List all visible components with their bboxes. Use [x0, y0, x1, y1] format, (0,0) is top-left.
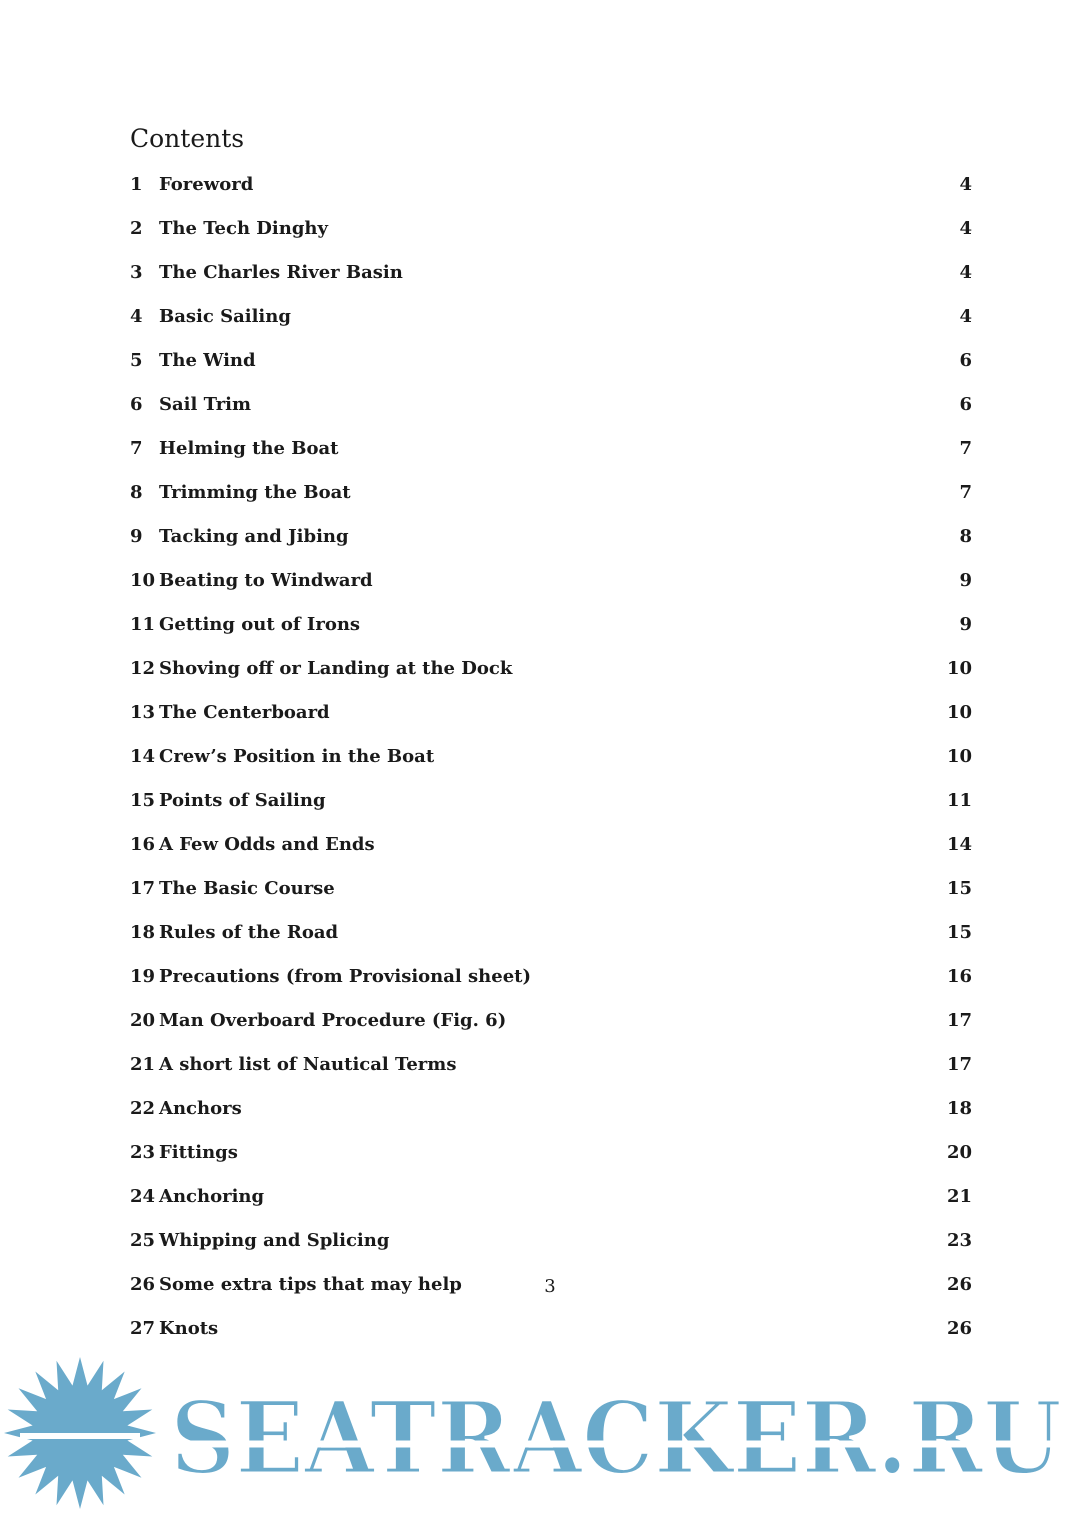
toc-entry[interactable]: [130, 566, 972, 610]
toc-entry-page: 14: [946, 834, 972, 855]
toc-entry-title: The Basic Course: [159, 878, 335, 899]
toc-entry-title: Knots: [159, 1318, 219, 1339]
toc-entry-page: 9: [959, 614, 972, 635]
toc-entry-title: Fittings: [159, 1142, 238, 1163]
toc-entry-page: 15: [946, 922, 972, 943]
seatracker-watermark: [0, 1355, 1080, 1515]
toc-entry-title: The Charles River Basin: [159, 262, 403, 283]
toc-entry-number: 7: [130, 438, 143, 459]
toc-entry-title: Whipping and Splicing: [159, 1230, 390, 1251]
toc-entry-number: 12: [130, 658, 156, 679]
toc-entry-title: Getting out of Irons: [159, 614, 361, 635]
toc-entry-number: 24: [130, 1186, 156, 1207]
toc-entry[interactable]: [130, 1138, 972, 1182]
toc-entry-page: 21: [946, 1186, 972, 1207]
toc-entry-title: Crew’s Position in the Boat: [159, 746, 435, 767]
toc-entry[interactable]: [130, 170, 972, 214]
toc-entry-page: 7: [959, 438, 972, 459]
toc-entry-title: Anchoring: [159, 1186, 265, 1207]
toc-entry[interactable]: [130, 434, 972, 478]
toc-entry-number: 2: [130, 218, 143, 239]
toc-entry[interactable]: [130, 258, 972, 302]
toc-entry-title: The Wind: [159, 350, 256, 371]
toc-entry-number: 1: [130, 174, 143, 195]
toc-entry[interactable]: [130, 962, 972, 1006]
toc-entry[interactable]: [130, 698, 972, 742]
toc-entry-title: Tacking and Jibing: [159, 526, 349, 547]
toc-entry-title: Beating to Windward: [159, 570, 373, 591]
toc-entry[interactable]: [130, 786, 972, 830]
toc-entry-page: 8: [959, 526, 972, 547]
toc-entry[interactable]: [130, 874, 972, 918]
toc-entry-title: Points of Sailing: [159, 790, 326, 811]
toc-entry-page: 18: [946, 1098, 972, 1119]
toc-entry-page: 6: [959, 394, 972, 415]
toc-entry-number: 25: [130, 1230, 156, 1251]
toc-entry-title: The Centerboard: [159, 702, 330, 723]
toc-entry-title: Basic Sailing: [159, 306, 291, 327]
toc-entry-number: 6: [130, 394, 143, 415]
toc-entry-number: 5: [130, 350, 143, 371]
table-of-contents: [130, 170, 972, 1358]
toc-entry-title: Sail Trim: [159, 394, 252, 415]
toc-entry-number: 26: [130, 1274, 156, 1295]
toc-entry-title: Trimming the Boat: [159, 482, 351, 503]
sun-logo-icon: [4, 1357, 156, 1509]
toc-entry[interactable]: [130, 1094, 972, 1138]
toc-entry[interactable]: [130, 478, 972, 522]
toc-entry-page: 20: [946, 1142, 972, 1163]
toc-entry-number: 21: [130, 1054, 156, 1075]
toc-entry-number: 8: [130, 482, 143, 503]
toc-entry[interactable]: [130, 1314, 972, 1358]
toc-entry-title: Shoving off or Landing at the Dock: [159, 658, 513, 679]
toc-entry[interactable]: [130, 1226, 972, 1270]
toc-entry-title: Precautions (from Provisional sheet): [159, 966, 531, 987]
toc-entry-number: 19: [130, 966, 156, 987]
toc-entry-number: 27: [130, 1318, 156, 1339]
toc-entry-page: 10: [946, 746, 972, 767]
toc-entry[interactable]: [130, 522, 972, 566]
toc-entry-number: 4: [130, 306, 143, 327]
toc-entry-page: 4: [959, 174, 972, 195]
toc-entry-page: 7: [959, 482, 972, 503]
toc-entry-number: 23: [130, 1142, 156, 1163]
toc-entry[interactable]: [130, 918, 972, 962]
toc-entry-number: 20: [130, 1010, 156, 1031]
toc-entry-number: 15: [130, 790, 156, 811]
toc-entry-number: 9: [130, 526, 143, 547]
toc-entry-title: Man Overboard Procedure (Fig. 6): [159, 1010, 507, 1031]
toc-entry-number: 11: [130, 614, 156, 635]
watermark-text: SEATRACKER.RU: [170, 1379, 1062, 1497]
toc-entry[interactable]: [130, 214, 972, 258]
toc-entry-number: 16: [130, 834, 156, 855]
toc-entry-title: Anchors: [159, 1098, 242, 1119]
toc-entry-number: 14: [130, 746, 156, 767]
toc-entry-page: 10: [946, 702, 972, 723]
toc-entry[interactable]: [130, 1006, 972, 1050]
toc-entry-title: A short list of Nautical Terms: [159, 1054, 457, 1075]
toc-entry[interactable]: [130, 1182, 972, 1226]
toc-entry-title: Foreword: [159, 174, 254, 195]
toc-entry-number: 3: [130, 262, 143, 283]
toc-entry-page: 17: [946, 1054, 972, 1075]
toc-entry-page: 23: [946, 1230, 972, 1251]
toc-entry-number: 18: [130, 922, 156, 943]
toc-entry-number: 17: [130, 878, 156, 899]
toc-entry[interactable]: [130, 742, 972, 786]
contents-heading: Contents: [130, 124, 245, 153]
toc-entry-title: Helming the Boat: [159, 438, 339, 459]
toc-entry[interactable]: [130, 830, 972, 874]
toc-entry[interactable]: [130, 346, 972, 390]
toc-entry[interactable]: [130, 1050, 972, 1094]
toc-entry-page: 17: [946, 1010, 972, 1031]
toc-entry-page: 4: [959, 306, 972, 327]
toc-entry-page: 15: [946, 878, 972, 899]
toc-entry[interactable]: [130, 302, 972, 346]
toc-entry[interactable]: [130, 654, 972, 698]
toc-entry-page: 26: [946, 1318, 972, 1339]
toc-entry[interactable]: [130, 610, 972, 654]
toc-entry-page: 16: [946, 966, 972, 987]
toc-entry-number: 13: [130, 702, 156, 723]
page-number: 3: [544, 1276, 556, 1297]
toc-entry-page: 11: [946, 790, 972, 811]
toc-entry-page: 10: [946, 658, 972, 679]
toc-entry-page: 26: [946, 1274, 972, 1295]
toc-entry-page: 9: [959, 570, 972, 591]
toc-entry-page: 6: [959, 350, 972, 371]
toc-entry-page: 4: [959, 218, 972, 239]
toc-entry-page: 4: [959, 262, 972, 283]
toc-entry-number: 10: [130, 570, 156, 591]
toc-entry[interactable]: [130, 390, 972, 434]
toc-entry-title: Some extra tips that may help: [159, 1274, 462, 1295]
toc-entry-title: A Few Odds and Ends: [159, 834, 375, 855]
toc-entry-number: 22: [130, 1098, 156, 1119]
toc-entry-title: The Tech Dinghy: [159, 218, 328, 239]
toc-entry-title: Rules of the Road: [159, 922, 339, 943]
